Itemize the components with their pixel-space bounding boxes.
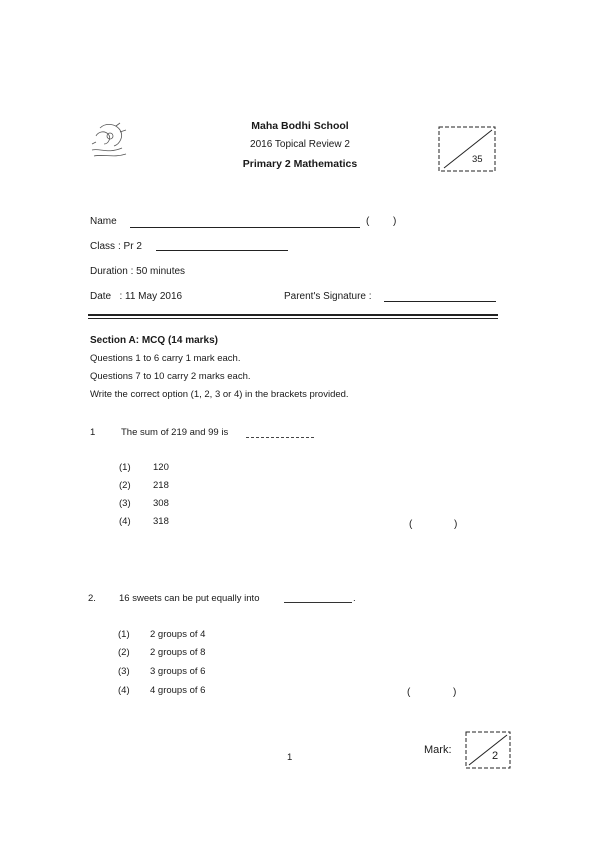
total-marks: 35 — [472, 154, 483, 165]
q2-answer-bracket-open[interactable]: ( — [407, 687, 411, 698]
question-2-answer-blank[interactable] — [284, 602, 352, 603]
q1-answer-bracket-close[interactable]: ) — [454, 519, 458, 530]
duration: Duration : 50 minutes — [90, 266, 186, 277]
class-line[interactable] — [156, 250, 288, 251]
q2-option-3-num: (3) — [118, 666, 130, 677]
subject-title: Primary 2 Mathematics — [242, 158, 358, 170]
q1-option-2-num: (2) — [119, 480, 131, 491]
q1-option-4-text: 318 — [153, 516, 169, 527]
q1-option-4-num: (4) — [119, 516, 131, 527]
header-rule — [88, 314, 498, 316]
q2-option-4-text: 4 groups of 6 — [150, 685, 206, 696]
question-1-text: The sum of 219 and 99 is — [121, 427, 229, 438]
section-title: Section A: MCQ (14 marks) — [90, 335, 218, 346]
question-1-number: 1 — [90, 427, 96, 438]
page-number: 1 — [287, 752, 293, 763]
q2-answer-bracket-close[interactable]: ) — [453, 687, 457, 698]
q1-option-2-text: 218 — [153, 480, 169, 491]
q2-option-2-text: 2 groups of 8 — [150, 647, 206, 658]
header-rule-thin — [88, 318, 498, 319]
name-label: Name — [90, 216, 117, 227]
q2-option-3-text: 3 groups of 6 — [150, 666, 206, 677]
name-line[interactable] — [130, 227, 360, 228]
q1-answer-bracket-open[interactable]: ( — [409, 519, 413, 530]
marks-box — [465, 731, 511, 769]
question-2-text: 16 sweets can be put equally into — [119, 593, 260, 604]
q2-option-4-num: (4) — [118, 685, 130, 696]
question-1-answer-blank[interactable] — [246, 437, 314, 438]
instruction-2: Questions 7 to 10 carry 2 marks each. — [90, 371, 251, 382]
class-value: : Pr 2 — [118, 241, 142, 252]
q2-option-1-num: (1) — [118, 629, 130, 640]
review-title: 2016 Topical Review 2 — [250, 139, 350, 150]
name-bracket-open: ( — [366, 216, 370, 227]
q1-option-3-text: 308 — [153, 498, 169, 509]
question-2-period: . — [353, 593, 356, 604]
instruction-3: Write the correct option (1, 2, 3 or 4) in the brackets provided. — [90, 389, 349, 400]
instruction-1: Questions 1 to 6 carry 1 mark each. — [90, 353, 241, 364]
name-bracket-close: ) — [393, 216, 397, 227]
school-name: Maha Bodhi School — [251, 120, 349, 132]
total-score-box — [438, 126, 496, 172]
marks-label: Mark: — [424, 744, 452, 756]
date: Date : 11 May 2016 — [90, 291, 183, 302]
parent-signature-label: Parent's Signature : — [284, 291, 372, 302]
q1-option-1-text: 120 — [153, 462, 169, 473]
class-label: Class — [90, 241, 116, 252]
q2-option-1-text: 2 groups of 4 — [150, 629, 206, 640]
parent-signature-line[interactable] — [384, 301, 496, 302]
q1-option-1-num: (1) — [119, 462, 131, 473]
q2-option-2-num: (2) — [118, 647, 130, 658]
question-2-number: 2. — [88, 593, 96, 604]
q1-option-3-num: (3) — [119, 498, 131, 509]
marks-value: 2 — [492, 750, 499, 762]
